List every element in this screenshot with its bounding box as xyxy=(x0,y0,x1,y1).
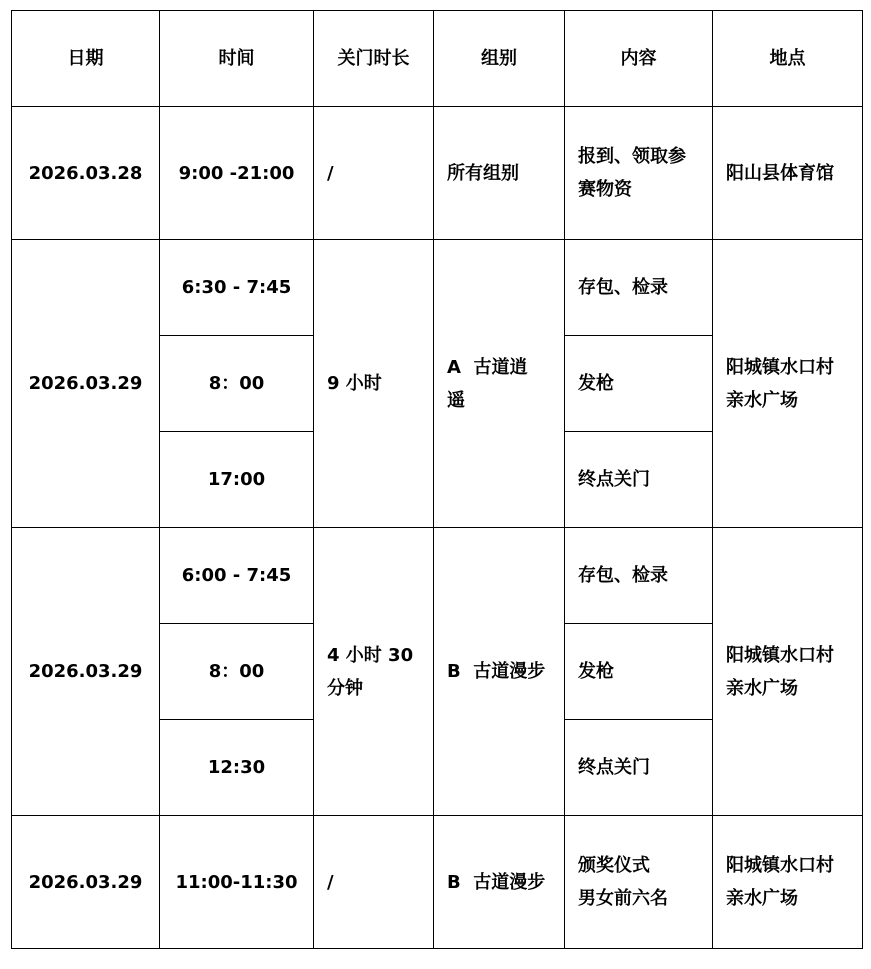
content-cell xyxy=(565,107,713,240)
duration-cell: 9 小时 xyxy=(314,240,434,528)
time-cell: 17:00 xyxy=(160,432,314,528)
place-cell xyxy=(713,816,863,949)
date-cell: 2026.03.29 xyxy=(12,528,160,816)
header-date: 日期 xyxy=(12,11,160,107)
place-line: 亲水广场 xyxy=(726,389,798,411)
schedule-table xyxy=(11,10,863,949)
group-line: A 古道逍 xyxy=(447,356,528,378)
header-row xyxy=(12,11,863,107)
group-cell: 所有组别 xyxy=(434,107,565,240)
content-cell: 终点关门 xyxy=(565,432,713,528)
place-line: 阳城镇水口村 xyxy=(726,644,834,666)
table-row xyxy=(12,240,863,336)
duration-line: 4 小时 30 xyxy=(327,644,414,666)
header-content: 内容 xyxy=(565,11,713,107)
content-cell: 存包、检录 xyxy=(565,528,713,624)
group-cell: B 古道漫步 xyxy=(434,528,565,816)
content-cell: 发枪 xyxy=(565,336,713,432)
time-cell: 9:00 -21:00 xyxy=(160,107,314,240)
time-cell: 6:00 - 7:45 xyxy=(160,528,314,624)
content-line: 报到、领取参 xyxy=(578,146,686,167)
content-cell: 存包、检录 xyxy=(565,240,713,336)
content-cell: 发枪 xyxy=(565,624,713,720)
header-duration: 关门时长 xyxy=(314,11,434,107)
table-row xyxy=(12,107,863,240)
time-cell: 8：00 xyxy=(160,336,314,432)
place-cell xyxy=(713,240,863,528)
content-cell: 终点关门 xyxy=(565,720,713,816)
place-line: 亲水广场 xyxy=(726,888,798,909)
header-place: 地点 xyxy=(713,11,863,107)
place-line: 阳城镇水口村 xyxy=(726,356,834,378)
date-cell: 2026.03.28 xyxy=(12,107,160,240)
duration-cell: / xyxy=(314,107,434,240)
header-time: 时间 xyxy=(160,11,314,107)
group-cell: B 古道漫步 xyxy=(434,816,565,949)
table-row xyxy=(12,816,863,949)
date-cell: 2026.03.29 xyxy=(12,816,160,949)
place-line: 阳城镇水口村 xyxy=(726,855,834,876)
table-row xyxy=(12,528,863,624)
duration-cell: / xyxy=(314,816,434,949)
place-cell xyxy=(713,528,863,816)
header-group: 组别 xyxy=(434,11,565,107)
content-line: 男女前六名 xyxy=(578,888,668,909)
time-cell: 6:30 - 7:45 xyxy=(160,240,314,336)
place-cell: 阳山县体育馆 xyxy=(713,107,863,240)
content-cell xyxy=(565,816,713,949)
date-cell: 2026.03.29 xyxy=(12,240,160,528)
group-line: 遥 xyxy=(447,389,465,411)
content-line: 颁奖仪式 xyxy=(578,855,650,876)
group-cell xyxy=(434,240,565,528)
duration-cell xyxy=(314,528,434,816)
content-line: 赛物资 xyxy=(578,179,632,200)
time-cell: 11:00-11:30 xyxy=(160,816,314,949)
time-cell: 8：00 xyxy=(160,624,314,720)
duration-line: 分钟 xyxy=(327,677,363,699)
place-line: 亲水广场 xyxy=(726,677,798,699)
time-cell: 12:30 xyxy=(160,720,314,816)
